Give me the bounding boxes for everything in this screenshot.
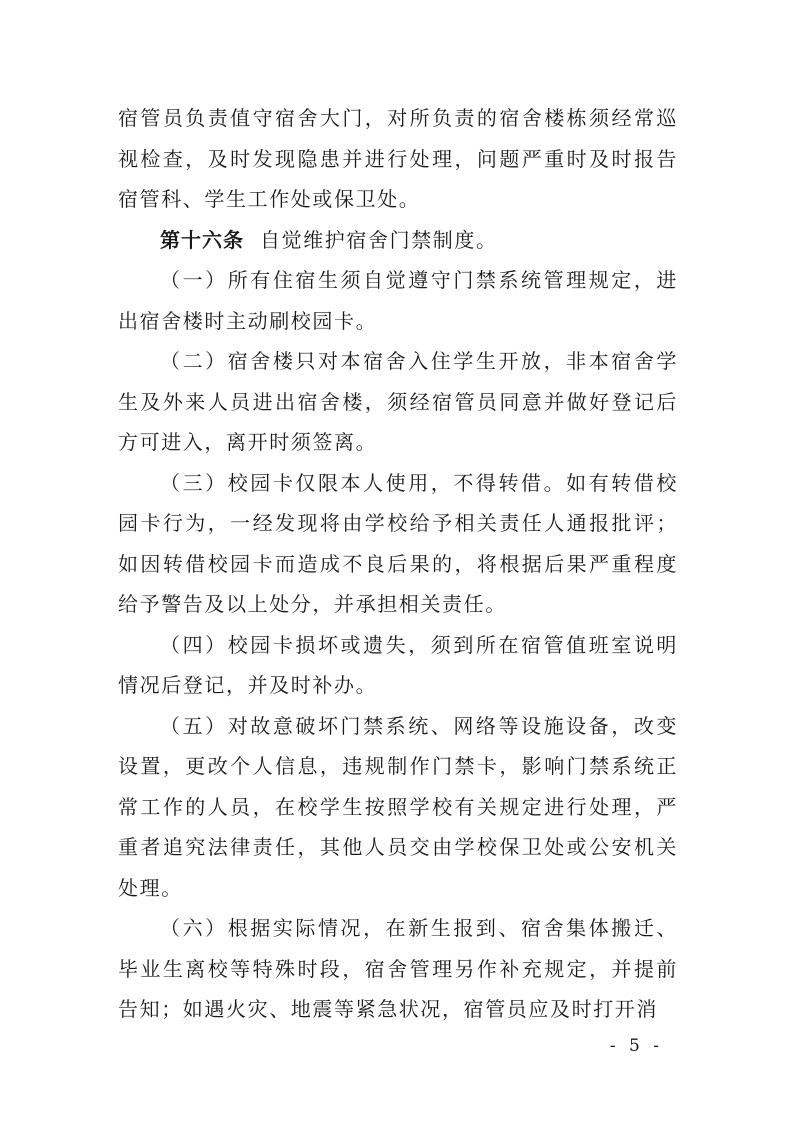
list-item-1: （一）所有住宿生须自觉遵守门禁系统管理规定，进出宿舍楼时主动刷校园卡。 — [118, 268, 678, 333]
list-item-4: （四）校园卡损坏或遗失，须到所在宿管值班室说明情况后登记，并及时补办。 — [118, 632, 678, 697]
page-number: - 5 - — [609, 1036, 663, 1056]
list-item-2: （二）宿舍楼只对本宿舍入住学生开放，非本宿舍学生及外来人员进出宿舍楼，须经宿管员同意并做好登记后方可进入，离开时须签离。 — [118, 349, 678, 454]
list-item-3: （三）校园卡仅限本人使用，不得转借。如有转借校园卡行为，一经发现将由学校给予相关责任人通报批评；如因转借校园卡而造成不良后果的，将根据后果严重程度给予警告及以上处分，并承担相关责任。 — [118, 470, 678, 616]
list-item-5: （五）对故意破坏门禁系统、网络等设施设备，改变设置，更改个人信息，违规制作门禁卡，影响门禁系统正常工作的人员，在校学生按照学校有关规定进行处理，严重者追究法律责任，其他人员交由学校保卫处或公安机关处理。 — [118, 713, 678, 900]
article-16 — [118, 220, 678, 261]
document-body — [118, 98, 678, 1030]
article-title: 自觉维护宿舍门禁制度。 — [260, 227, 498, 252]
paragraph-continuation: 宿管员负责值守宿舍大门，对所负责的宿舍楼栋须经常巡视检查，及时发现隐患并进行处理，问题严重时及时报告宿管科、学生工作处或保卫处。 — [118, 106, 678, 211]
list-item-6: （六）根据实际情况，在新生报到、宿舍集体搬迁、毕业生离校等特殊时段，宿舍管理另作补充规定，并提前告知；如遇火灾、地震等紧急状况，宿管员应及时打开消 — [118, 916, 678, 1021]
article-heading: 第十六条 — [160, 227, 244, 252]
